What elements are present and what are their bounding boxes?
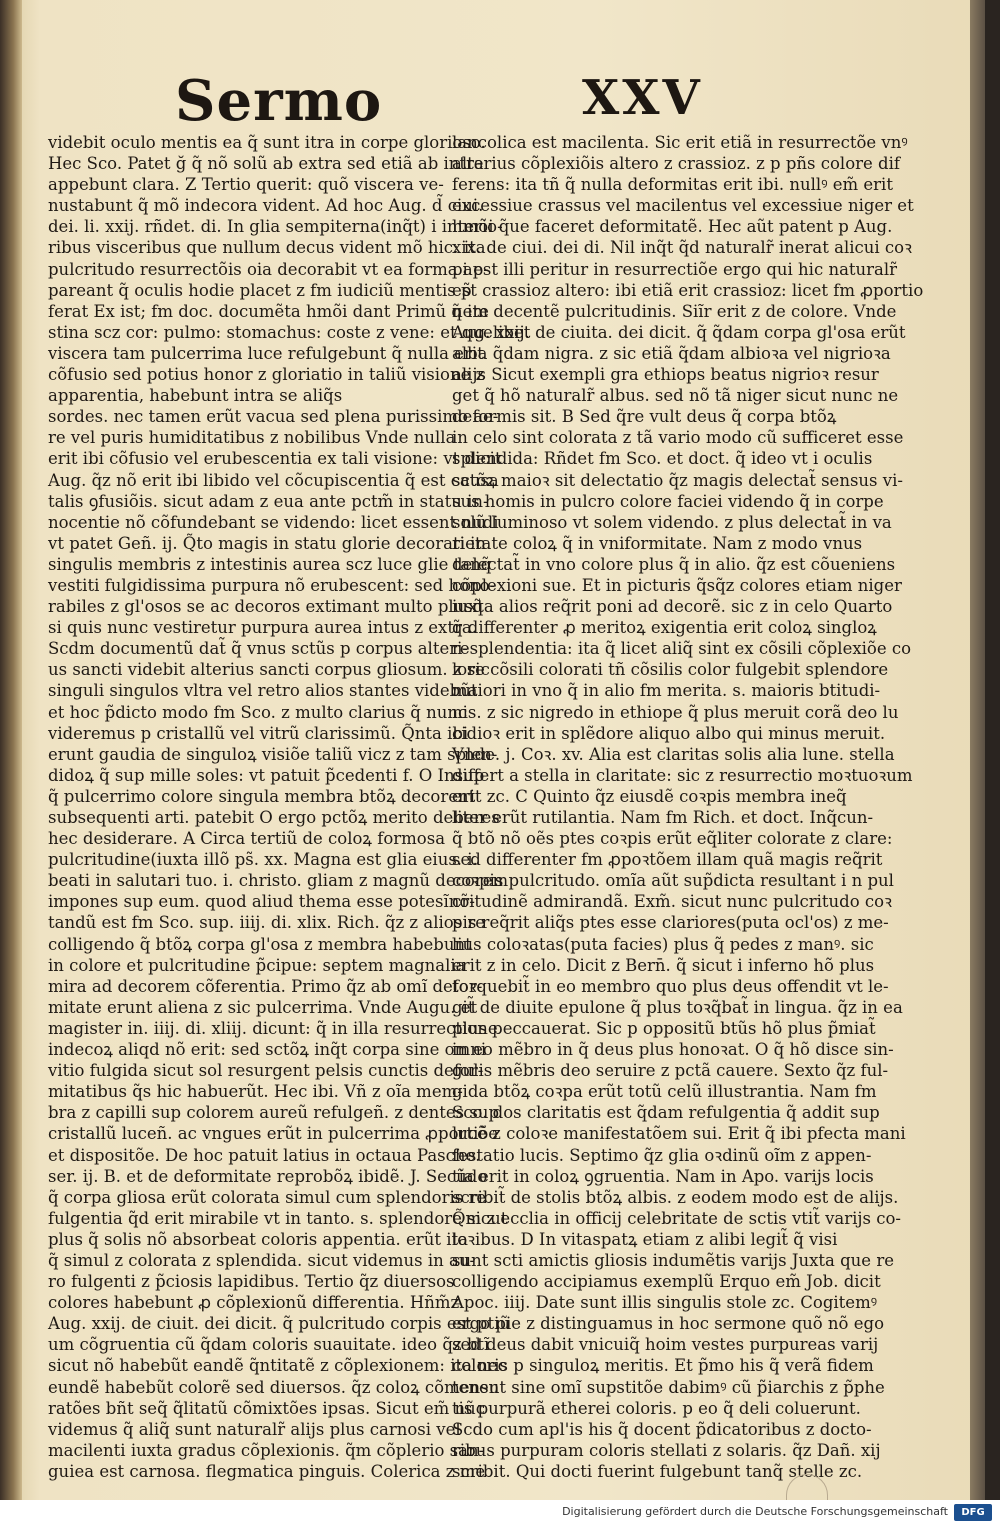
text-line: pis req̃rit aliq̃s ptes esse clariores(puta ocl'os) z me- (452, 913, 889, 933)
footer-bar (0, 1500, 1000, 1526)
text-line: scribit. Qui docti fuerint fulgebunt tanq̃ stelle zc. (452, 1461, 863, 1481)
dfg-logo: DFG (954, 1504, 992, 1521)
text-line: toꝛquebit̃ in eo membro quo plus deus offendit vt le- (452, 976, 889, 996)
text-line: pulcritudo resurrectõis oia decorabit vt ea forma ap- (48, 259, 489, 279)
text-line: q̃ simul z colorata z splendida. sicut videmus in au- (48, 1250, 476, 1270)
text-line: didoꝝ q̃ sup mille soles: vt patuit p̃cedenti f. O Insup (48, 765, 485, 785)
text-line: nocentie nõ cõfundebant se videndo: licet essent nudi (48, 512, 499, 532)
text-line: Vnde. j. Coꝛ. xv. Alia est claritas solis alia lune. stella (452, 744, 895, 764)
text-line: liter erũt rutilantia. Nam fm Rich. et doct. Inq̃cun- (452, 808, 874, 827)
text-line: et dispositõe. De hoc patuit latius in octaua Pasche. (48, 1145, 481, 1165)
text-line: cõfusio sed potius honor z gloriatio in taliũ visione z (48, 365, 485, 385)
text-line: singulis membris z intestinis aurea scz luce glie tanq̃ (48, 554, 492, 574)
text-line: apparentia, habebunt intra se aliq̃s (48, 386, 343, 406)
running-header-right: XXV (582, 70, 703, 126)
text-line: maiori in vno q̃ in alio fm merita. s. maioris btitudi- (452, 681, 881, 701)
text-line: fulgentia q̃d erit mirabile vt in tanto. s. splendore sicut (48, 1208, 508, 1228)
text-line: Scdo cum apl'is his q̃ docent p̃dicatoribus z docto- (452, 1419, 872, 1439)
text-line: sus homis in pulcro colore faciei videndo q̃ in corpe (452, 491, 884, 511)
text-column-left (48, 132, 531, 1482)
book-spine (0, 0, 22, 1500)
text-line: impones sup eum. quod aliud thema esse potesĩnõ- (48, 892, 475, 912)
text-line: videbit oculo mentis ea q̃ sunt itra in corpe glorioso. (48, 133, 486, 152)
text-line: plus q̃ solis nõ absorbeat coloris appentia. erũt ita (48, 1229, 468, 1249)
text-line: et hoc p̃dicto modo fm Sco. z multo clarius q̃ nunc (48, 702, 468, 722)
text-line: alijs Sicut exempli gra ethiops beatus nigrioꝛ resur (452, 365, 879, 385)
text-line: sicut nõ habebũt eandẽ q̃ntitatẽ z cõplexionem: ita nec (48, 1356, 507, 1376)
text-line: singuli singulos vltra vel retro alios stantes videbũt (48, 681, 478, 701)
text-line: dei. li. xxij. rñdet. di. In glia sempiterna(inq̃t) i interio- (48, 217, 503, 237)
text-line: differt a stella in claritate: sic z resurrectio moꝛtuoꝛum (452, 765, 913, 785)
text-line: mitate erunt aliena z sic pulcerrima. Vnde Augu. et (48, 997, 478, 1017)
text-line: re vel puris humiditatibus z nobilibus Vnde nulla (48, 428, 456, 448)
text-line: resplendentia: ita q̃ licet aliq̃ sint ex cõsili cõplexiõe co (452, 639, 912, 659)
text-line: colligendo accipiamus exemplũ Erquo em̃ Job. dicit (452, 1272, 881, 1292)
text-line: delectat̃ in vno colore plus q̃ in alio. q̃z est cõueniens (452, 554, 896, 574)
text-line: in eo mẽbro in q̃ deus plus honoꝛat. O q̃ hõ disce sin- (452, 1040, 894, 1060)
text-line: sordes. nec tamen erũt vacua sed plena purissimo ae- (48, 407, 499, 427)
text-line: deformis sit. B Sed q̃re vult deus q̃ corpa btõꝝ (452, 407, 837, 427)
text-line: hec desiderare. A Circa tertiũ de coloꝝ formosa (48, 829, 446, 849)
text-line: ergo pie z distinguamus in hoc sermone quõ nõ ego (452, 1314, 884, 1334)
text-line: tia erit in coloꝝ ꝯgruentia. Nam in Apo. varijs locis (452, 1166, 874, 1186)
text-line: nis. z sic nigredo in ethiope q̃ plus meruit corã deo lu (452, 702, 899, 722)
text-line: lius coloꝛatas(puta facies) plus q̃ pedes z manꝰ. sic (452, 934, 874, 954)
text-line: macilenti iuxta gradus cõplexionis. q̃m cõplerio san- (48, 1440, 485, 1460)
text-line: cristallũ luceñ. ac vngues erũt in pulcerrima ꝓportiõe (48, 1124, 499, 1144)
text-line: gida btõꝝ coꝛpa erũt totũ celũ illustrantia. Nam fm (452, 1082, 877, 1102)
text-line: lore cõsili colorati tñ cõsilis color fulgebit splendore (452, 660, 889, 680)
text-line: tis purpurã etherei coloris. p eo q̃ deli coluerunt. (452, 1398, 861, 1418)
text-line: alterius cõplexiõis altero z crassioz. z p pñs colore dif (452, 154, 900, 174)
text-line: guiea est carnosa. flegmatica pinguis. Colerica z me (48, 1461, 486, 1481)
text-line: Sco. dos claritatis est q̃dam refulgentia q̃ addit sup (452, 1103, 880, 1123)
text-line: tenent sine omĩ supstitõe dabimꝰ cũ p̃iarchis z p̃phe (452, 1377, 885, 1397)
text-line: erunt gaudia de singuloꝝ visiõe taliũ vicz z tam splen- (48, 744, 498, 764)
text-line: Scdm documentũ dat̃ q̃ vnus sctũs p corpus alteri- (48, 639, 468, 659)
text-line: Aug. xxij. de ciuit. dei dicit. q̃ pulcritudo corpis est ptiũ (48, 1314, 511, 1334)
text-line: ribus visceribus que nullum decus vident mõ hic: ita (48, 238, 486, 258)
text-line: sctõꝝ maioꝛ sit delectatio q̃z magis delectat̃ sensus vi- (452, 470, 903, 490)
text-line: Aug. xxij. de ciuita. dei dicit. q̃ q̃dam corpa gl'osa erũt (452, 322, 906, 342)
text-line: Aug. q̃z nõ erit ibi libido vel cõcupiscentia q̃ est causa (48, 470, 499, 490)
text-line: sed deus dabit vnicuiq̃ hoim vestes purpureas varij (452, 1335, 879, 1355)
text-line: loꝛibus. D In vitaspatꝝ etiam z alibi legit̃ q̃ visi (452, 1229, 838, 1249)
text-line: Q̃m z ecclia in officij celebritate de sctis vtit̃ varijs co- (452, 1208, 901, 1228)
text-line: lancolica est macilenta. Sic erit etiã in resurrectõe vnꝰ (452, 133, 908, 152)
text-line: eundẽ habebũt colorẽ sed diuersos. q̃z coloꝝ cõmensu (48, 1377, 500, 1397)
text-line: um cõgruentia cũ q̃dam coloris suauitate. ideo q̃z btĩ (48, 1335, 490, 1355)
text-line: gulis mẽbris deo seruire z pctã cauere. Sexto q̃z ful- (452, 1061, 889, 1081)
text-line: get q̃ hõ naturalr̃ albus. sed nõ tã niger sicut nunc ne (452, 386, 899, 406)
text-line: us sancti videbit alterius sancti corpus gliosum. z sic (48, 660, 490, 680)
text-line: coloris p singuloꝝ meritis. Et p̃mo his q̃ verã fidem (452, 1356, 874, 1376)
text-line: q̃ differenter ꝓ meritoꝝ exigentia erit coloꝝ singloꝝ (452, 618, 877, 638)
text-line: ribus purpuram coloris stellati z solaris. q̃z Dañ. xij (452, 1440, 881, 1460)
running-header-left: Sermo (175, 68, 383, 134)
text-line: Hec Sco. Patet ğ q̃ nõ solũ ab extra sed etiã ab intra (48, 154, 484, 174)
page-fore-edge (970, 0, 985, 1500)
text-line: sunt scti amictis gliosis indumẽtis varijs Juxta que re (452, 1250, 894, 1270)
text-line: nem decentẽ pulcritudinis. Siĩr erit z de colore. Vnde (452, 301, 897, 321)
text-line: videmus q̃ aliq̃ sunt naturalr̃ alijs plus carnosi vel (48, 1419, 461, 1439)
text-line: colores habebunt ꝓ cõplexionũ differentia. Hñm̃z (48, 1293, 460, 1313)
text-line: scribit̃ de stolis btõꝝ albis. z eodem modo est de alijs. (452, 1187, 899, 1207)
text-line: coꝛpis pulcritudo. omĩa aũt sup̃dicta resultant i n pul (452, 871, 894, 891)
text-line: nustabunt q̃ mõ indecora vident. Ad hoc Aug. d̃ ciui. (48, 196, 484, 216)
text-line: xix. de ciui. dei di. Nil inq̃t q̃d naturalr̃ inerat alicui coꝛ (452, 238, 912, 258)
text-line: pulcritudine(iuxta illõ ps̃. xx. Magna est glia eius. i. (48, 850, 478, 870)
funding-note: Digitalisierung gefördert durch die Deutsche Forschungsgemeinschaft (562, 1505, 948, 1518)
text-line: beati in salutari tuo. i. christo. gliam z magnũ decorem (48, 871, 509, 891)
text-line: cõplexioni sue. Et in picturis q̃sq̃z colores etiam niger (452, 575, 902, 595)
text-line: ser. ij. B. et de deformitate reprobõꝝ ibidẽ. J. Secũdo (48, 1166, 488, 1186)
text-line: critudinẽ admirandã. Exm̃. sicut nunc pulcritudo coꝛ (452, 892, 892, 912)
text-line: splendida: Rñdet fm Sco. et doct. q̃ ideo vt i oculis (452, 449, 873, 469)
text-line: q̃ btõ nõ oẽs ptes coꝛpis erũt eq̃liter colorate z clare: (452, 829, 893, 849)
text-line: subsequenti arti. patebit O ergo pctõꝝ merito deberes (48, 808, 500, 827)
text-line: festatio lucis. Septimo q̃z glia oꝛdinũ oĩm z appen- (452, 1145, 872, 1165)
text-line: bra z capilli sup colorem aureũ refulgeñ. z dentes sup (48, 1103, 500, 1123)
text-line: pi est illi peritur in resurrectiõe ergo qui hic naturalr̃ (452, 259, 898, 279)
text-line: q̃ corpa gliosa erũt colorata simul cum splendoris re (48, 1187, 487, 1207)
text-line: erit zc. C Quinto q̃z eiusdẽ coꝛpis membra ineq̃ (452, 786, 847, 806)
text-line: ferat Ex ist; fm doc. documẽta hmõi dant Primũ q̃ ite (48, 301, 489, 321)
text-line: git̃ de diuite epulone q̃ plus toꝛq̃bat̃ in lingua. q̃z in ea (452, 997, 903, 1017)
text-line: magister in. iiij. di. xliij. dicunt: q̃ in illa resurrectione (48, 1018, 498, 1038)
text-line: mira ad decorem cõferentia. Primo q̃z ab omĩ defor- (48, 976, 483, 996)
text-line: stina scz cor: pulmo: stomachus: coste z vene: et quelibet (48, 322, 531, 342)
text-line: alba q̃dam nigra. z sic etiã q̃dam albioꝛa vel nigrioꝛa (452, 343, 891, 363)
text-line: vestiti fulgidissima purpura nõ erubescent: sed hono- (48, 575, 496, 595)
text-line: videremus p cristallũ vel vitrũ clarissimũ. Q̃nta ibi (48, 723, 469, 743)
text-column-right (452, 132, 924, 1482)
text-line: excessiue crassus vel macilentus vel excessiue niger et (452, 196, 914, 216)
text-line: cidioꝛ erit in splẽdore aliquo albo qui minus meruit. (452, 723, 886, 743)
text-line: talis ꝯfusiõis. sicut adam z eua ante pctm̃ in statu in- (48, 491, 489, 511)
text-line: est crassioz altero: ibi etiã erit crassioz: licet fm ꝓportio (452, 280, 924, 300)
text-line: plus peccauerat. Sic p oppositũ btũs hõ plus p̃miat̃ (452, 1018, 876, 1038)
text-line: mitatibus q̃s hic habuerũt. Hec ibi. Vñ z oĩa mem- (48, 1082, 463, 1102)
text-line: q̃ pulcerrimo colore singula membra btõꝝ decorent (48, 786, 476, 806)
text-line: erit ibi cõfusio vel erubescentia ex tali visione: vt dicit (48, 449, 502, 469)
text-line: ferens: ita tñ q̃ nulla deformitas erit ibi. nullꝰ em̃ erit (452, 175, 893, 195)
text-line: solũ luminoso vt solem videndo. z plus delectat̃ in va (452, 512, 892, 532)
text-line: rabiles z gl'osos se ac decoros extimant multo plusq̃ (48, 597, 484, 617)
text-line: ro fulgenti z p̃ciosis lapidibus. Tertio q̃z diuersos (48, 1272, 455, 1292)
text-line: sed differenter fm ꝓpoꝛtõem illam quã magis req̃rit (452, 850, 883, 870)
text-line: si quis nunc vestiretur purpura aurea intus z extra. (48, 618, 477, 638)
text-line: in colore et pulcritudine p̃cipue: septem magnalia (48, 955, 466, 975)
text-line: pareant q̃ oculis hodie placet z fm iudiciũ mentis p̃ (48, 280, 472, 300)
text-line: Apoc. iiij. Date sunt illis singulis stole zc. Cogitemꝰ (452, 1293, 878, 1313)
text-line: rietate coloꝝ q̃ in vniformitate. Nam z modo vnus (452, 533, 863, 553)
text-line: appebunt clara. Z Tertio querit: quõ viscera ve- (48, 175, 444, 195)
text-line: ratões bñt seq̃ q̃litatũ cõmixtões ipsas. Sicut em̃ nũc (48, 1398, 485, 1418)
text-line: hmõi q̃ue faceret deformitatẽ. Hec aũt patent p Aug. (452, 217, 893, 237)
text-line: colligendo q̃ btõꝝ corpa gl'osa z membra habebunt (48, 934, 472, 954)
text-line: lucẽ z coloꝛe manifestatõem sui. Erit q̃ ibi pfecta mani (452, 1124, 906, 1144)
text-line: erit z in celo. Dicit z Bern̄. q̃ sicut i inferno hõ plus (452, 955, 875, 975)
text-line: iuxta alios req̃rit poni ad decorẽ. sic z in celo Quarto (452, 597, 893, 617)
text-line: in celo sint colorata z tã vario modo cũ sufficeret esse (452, 428, 904, 448)
text-line: tandũ est fm Sco. sup. iiij. di. xlix. Rich. q̃z z alios re (48, 913, 486, 933)
text-line: indecoꝝ aliqd nõ erit: sed sctõꝝ inq̃t corpa sine omni (48, 1040, 487, 1060)
text-line: vt patet Geñ. ij. Q̃to magis in statu glorie decorati in (48, 533, 486, 553)
text-line: viscera tam pulcerrima luce refulgebunt q̃ nulla erit (48, 343, 484, 363)
text-line: vitio fulgida sicut sol resurgent pelsis cunctis defor- (48, 1061, 484, 1081)
